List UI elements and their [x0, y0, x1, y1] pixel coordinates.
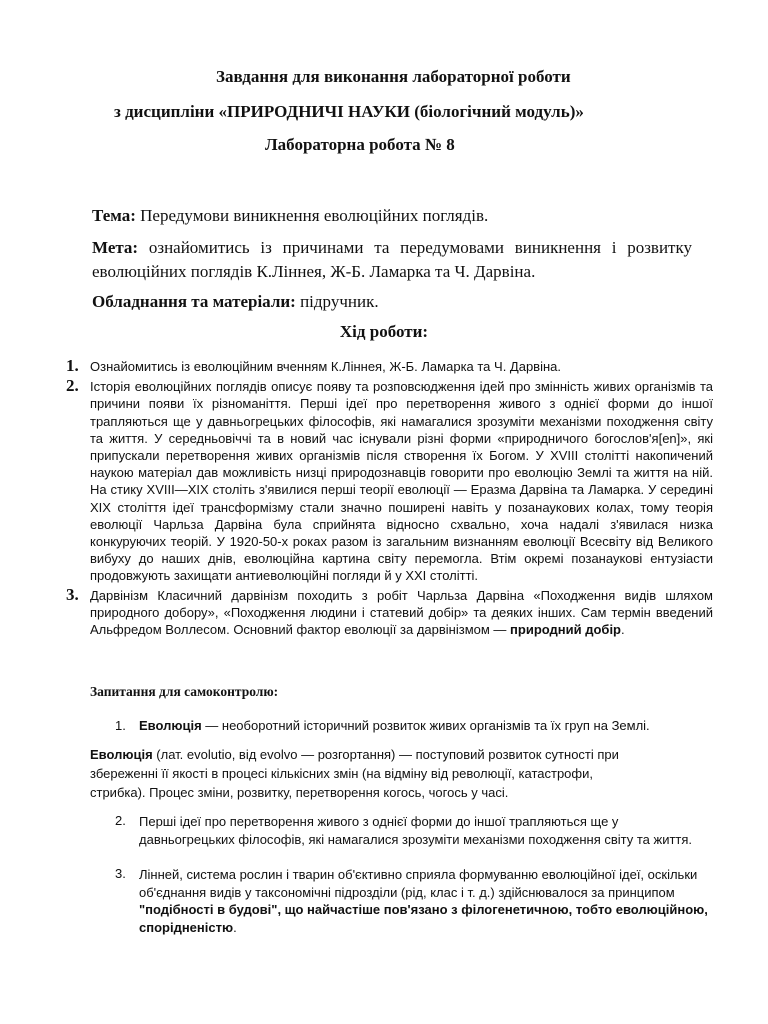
question-term: Еволюція	[139, 718, 202, 733]
question-number: 2.	[115, 813, 126, 828]
question-3-text	[139, 866, 714, 936]
list-item	[0, 358, 713, 375]
equipment-paragraph	[92, 290, 692, 314]
evolution-definition	[90, 745, 650, 802]
step-number: 1.	[66, 356, 79, 375]
step-text: Дарвінізм Класичний дарвінізм походить з робіт Чарльза Дарвіна «Походження видів шляхом природного добору», «Походження людини і статевий добір» та деяких інших. Сам термін введений Альфредом Воллесом. Основний фактор еволюції за дарвінізмом —	[90, 587, 713, 638]
steps-list	[0, 358, 768, 638]
step-number: 2.	[66, 376, 79, 396]
question-1	[115, 717, 735, 734]
goal-text: ознайомитись із причинами та передумовами виникнення і розвитку еволюційних поглядів К.Ліннея, Ж-Б. Ламарка та Ч. Дарвіна.	[92, 238, 692, 281]
goal-paragraph	[92, 236, 692, 284]
list-item	[0, 584, 713, 639]
definition-text: (лат. evolutio, від evolvo — розгортання) — поступовий розвиток сутності при збереженні її якості в процесі кількісних змін (на відміну від революції, катастрофи, стрибка). Процес зміни, розвитку, перетворення когось, чогось у часі.	[90, 747, 619, 800]
lab-number-title: Лабораторна робота № 8	[265, 135, 455, 154]
discipline-title: з дисципліни «ПРИРОДНИЧІ НАУКИ (біологічний модуль)»	[114, 102, 584, 121]
topic-paragraph	[92, 204, 692, 228]
equipment-text: підручник.	[295, 292, 379, 311]
topic-label: Тема:	[92, 206, 136, 225]
assignment-title: Завдання для виконання лабораторної роботи	[216, 67, 571, 86]
question-3-end: .	[233, 919, 237, 935]
question-text: — необоротний історичний розвиток живих організмів та їх груп на Землі.	[201, 718, 650, 733]
step-text: Історія еволюційних поглядів описує появу та розповсюдження ідей про змінність живих організмів та причини появи їх різноманіття. Перші ідеї про перетворення живого з однієї форми до іншої трапляються ще у давньогрецьких філософів, які намагалися зрозуміти механізми походження світу та життя. У середньовіччі та в новий час існували різні форми «природничого богослов'я[en]», які припускали перетворення живих організмів після створення їх Богом. У XVIII столітті накопичений наукою матеріал дав можливість низці природознавців говорити про еволюцію Землі та життя на ній. На стику XVIII—XIX століть з'явилися перші теорії еволюції — Еразма Дарвіна та Ламарка. У середині XIX століття ідеї трансформізму стали значно поширені навіть у позанаукових колах, тому теорія еволюції Чарльза Дарвіна була сприйнята відносно схвально, хоча надалі з'явилася низка конкуруючих теорій. У 1920-50-х роках разом із загальним визнанням еволюції Всесвіту від Великого вибуху до наших днів, еволюційна картина світу перемогла. Втім окремі позанаукові ентузіасти продовжують захищати антиеволюційні погляди й у XXI столітті.	[90, 379, 713, 584]
step-number: 3.	[66, 584, 79, 604]
step-bold-text: природний добір	[510, 622, 622, 638]
topic-text: Передумови виникнення еволюційних поглядів.	[135, 206, 489, 225]
equipment-label: Обладнання та матеріали:	[92, 292, 296, 311]
question-3-bold: "подібності в будові", що найчастіше пов'язано з філогенетичною, тобто еволюційною, спорідненістю	[139, 902, 708, 935]
progress-title: Хід роботи:	[339, 322, 429, 341]
question-3-body: Лінней, система рослин і тварин об'єктивно сприяла формуванню еволюційної ідеї, оскільки об'єднання видів у таксономічні підрозділи (рід, клас і т. д.) здійснювалося за принципом	[139, 867, 698, 900]
question-number: 3.	[115, 866, 126, 881]
questions-title: Запитання для самоконтролю:	[90, 684, 279, 699]
step-text: Ознайомитись із еволюційним вченням К.Ліннея, Ж-Б. Ламарка та Ч. Дарвіна.	[90, 359, 561, 374]
question-2-text: Перші ідеї про перетворення живого з однієї форми до іншої трапляються ще у давньогрецьких філософів, які намагалися зрозуміти механізми походження світу та життя.	[139, 814, 693, 847]
goal-label: Мета:	[92, 238, 139, 257]
question-number: 1.	[115, 718, 126, 733]
definition-term: Еволюція	[90, 747, 153, 762]
list-item	[0, 378, 713, 584]
step-end: .	[621, 622, 625, 638]
